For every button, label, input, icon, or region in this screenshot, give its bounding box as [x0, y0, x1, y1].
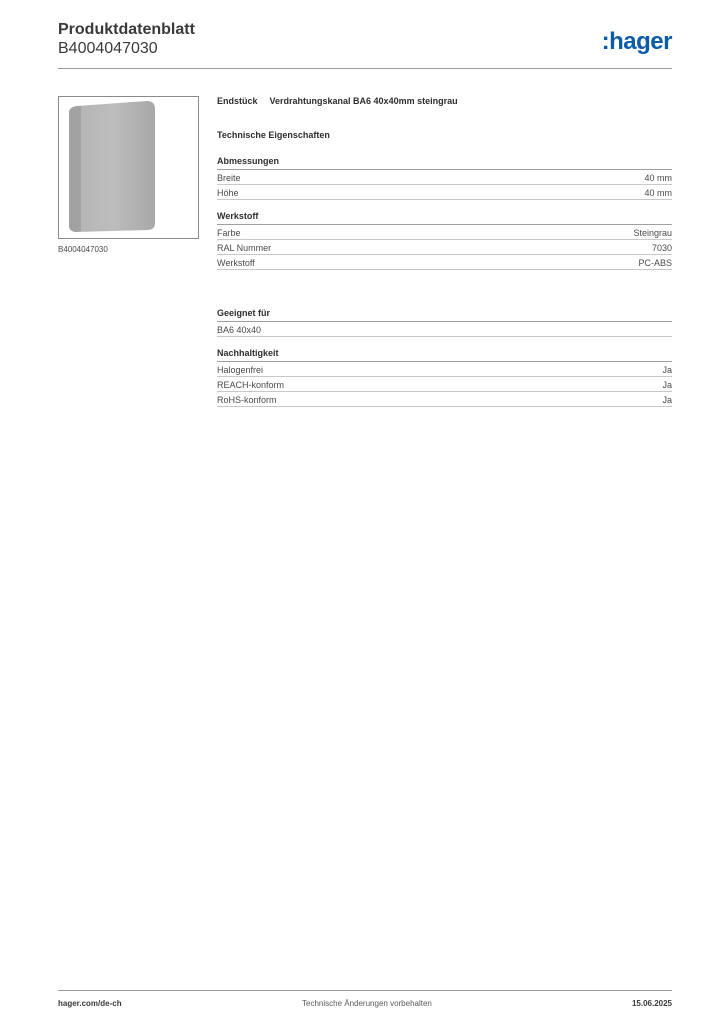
- footer-website-link[interactable]: hager.com/de-ch: [58, 999, 122, 1008]
- group-dimensions: [217, 156, 672, 200]
- table-row: [217, 392, 672, 407]
- group-title: Geeignet für: [217, 308, 672, 322]
- row-value: 40 mm: [644, 188, 672, 198]
- row-value: Ja: [662, 395, 672, 405]
- table-row: [217, 170, 672, 185]
- image-caption: B4004047030: [58, 245, 108, 254]
- row-label: REACH-konform: [217, 380, 285, 390]
- table-row: [217, 377, 672, 392]
- product-heading: [217, 96, 672, 108]
- row-value: Ja: [662, 380, 672, 390]
- group-title: Nachhaltigkeit: [217, 348, 672, 362]
- row-label: Höhe: [217, 188, 239, 198]
- row-value: Steingrau: [633, 228, 672, 238]
- row-label: Breite: [217, 173, 241, 183]
- row-value: Ja: [662, 365, 672, 375]
- row-value: PC-ABS: [638, 258, 672, 268]
- product-type: Endstück: [217, 96, 258, 106]
- group-material: [217, 211, 672, 270]
- product-image: [58, 96, 199, 239]
- row-label: RoHS-konform: [217, 395, 277, 405]
- row-value: 40 mm: [644, 173, 672, 183]
- document-title: Produktdatenblatt: [58, 21, 195, 38]
- table-row: [217, 185, 672, 200]
- group-suitable-for: [217, 308, 672, 337]
- product-name: Verdrahtungskanal BA6 40x40mm steingrau: [269, 96, 458, 106]
- technical-properties-title: Technische Eigenschaften: [217, 130, 330, 140]
- article-number: B4004047030: [58, 40, 158, 57]
- header-divider: [58, 68, 672, 69]
- group-title: Abmessungen: [217, 156, 672, 170]
- group-sustainability: [217, 348, 672, 407]
- footer-date: 15.06.2025: [631, 999, 672, 1008]
- end-cap-illustration: [59, 97, 200, 240]
- footer-notice: Technische Änderungen vorbehalten: [302, 999, 432, 1008]
- table-row: [217, 240, 672, 255]
- product-details: [217, 96, 672, 407]
- row-value: 7030: [651, 243, 672, 253]
- footer-divider: [58, 990, 672, 991]
- row-label: Farbe: [217, 228, 241, 238]
- table-row: [217, 362, 672, 377]
- table-row: [217, 225, 672, 240]
- group-title: Werkstoff: [217, 211, 672, 225]
- hager-logo: :hager: [601, 28, 672, 55]
- row-label: Werkstoff: [217, 258, 255, 268]
- row-label: BA6 40x40: [217, 325, 262, 335]
- page-header: [58, 20, 672, 58]
- table-row: [217, 255, 672, 270]
- table-row: [217, 322, 672, 337]
- row-label: Halogenfrei: [217, 365, 264, 375]
- row-label: RAL Nummer: [217, 243, 272, 253]
